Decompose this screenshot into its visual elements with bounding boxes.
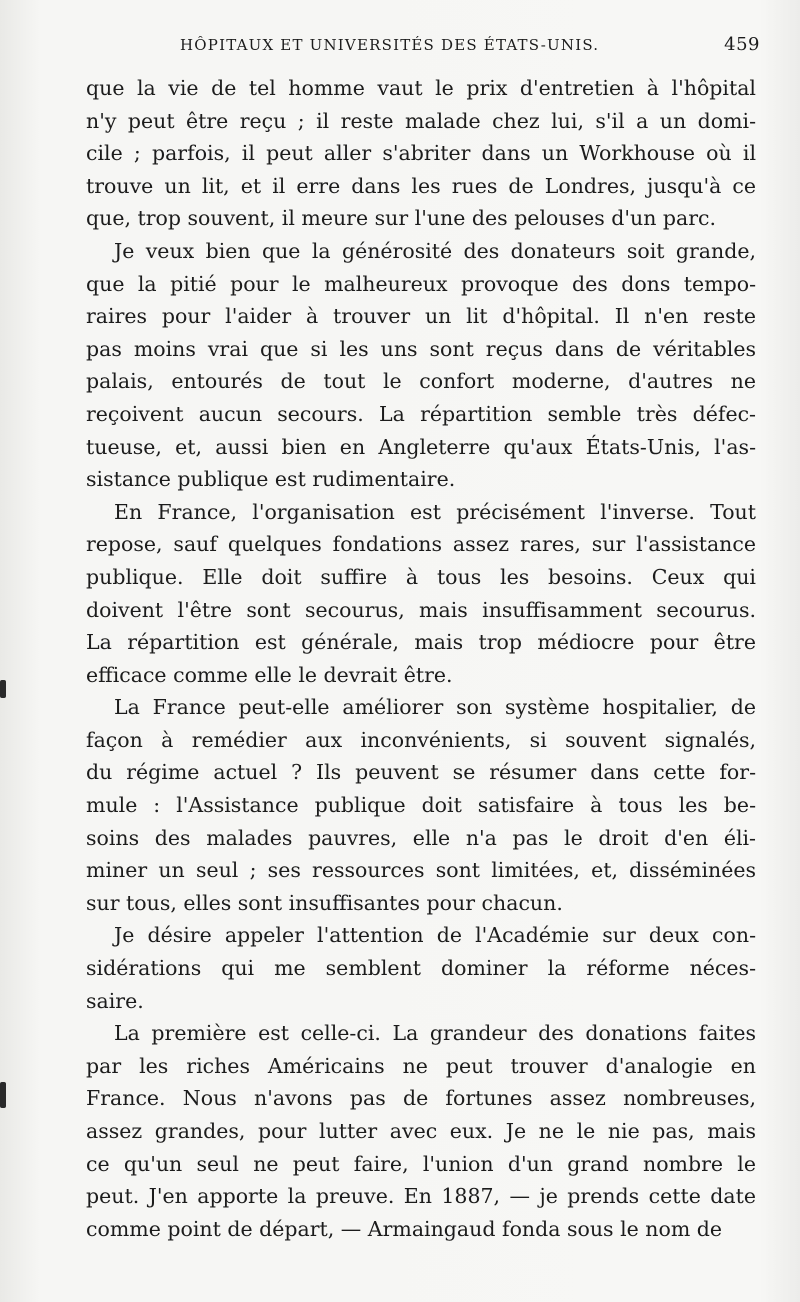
text-line: n'y peut être reçu ; il reste malade chez lui, s'il a un domi- <box>86 108 756 133</box>
text-line: saire. <box>86 988 144 1013</box>
page-header <box>180 34 760 62</box>
text-line: reçoivent aucun secours. La répartition semble très défec- <box>86 401 756 426</box>
text-line: par les riches Américains ne peut trouver d'analogie en <box>86 1053 756 1078</box>
running-title: HÔPITAUX ET UNIVERSITÉS DES ÉTATS-UNIS. <box>180 36 600 54</box>
text-line: Je veux bien que la générosité des donateurs soit grande, <box>114 238 756 263</box>
text-line: publique. Elle doit suffire à tous les besoins. Ceux qui <box>86 564 756 589</box>
page-number: 459 <box>724 34 760 55</box>
text-line: sur tous, elles sont insuffisantes pour chacun. <box>86 890 563 915</box>
text-line: France. Nous n'avons pas de fortunes assez nombreuses, <box>86 1086 756 1111</box>
text-line: du régime actuel ? Ils peuvent se résumer dans cette for- <box>86 760 756 785</box>
text-line: En France, l'organisation est précisément l'inverse. Tout <box>114 499 756 524</box>
text-line: tueuse, et, aussi bien en Angleterre qu'aux États-Unis, l'as- <box>86 434 756 459</box>
text-line: palais, entourés de tout le confort moderne, d'autres ne <box>86 369 756 394</box>
paragraph <box>86 72 756 235</box>
paragraph <box>86 496 756 692</box>
text-line: assez grandes, pour lutter avec eux. Je ne le nie pas, mais <box>86 1119 756 1143</box>
text-line: façon à remédier aux inconvénients, si souvent signalés, <box>86 727 756 752</box>
text-line: que la pitié pour le malheureux provoque des dons tempo- <box>86 271 756 296</box>
text-line: raires pour l'aider à trouver un lit d'hôpital. Il n'en reste <box>86 304 756 329</box>
text-line: que, trop souvent, il meure sur l'une des pelouses d'un parc. <box>86 206 717 231</box>
text-line: cile ; parfois, il peut aller s'abriter dans un Workhouse où il <box>86 141 756 166</box>
text-line: efficace comme elle le devrait être. <box>86 662 453 687</box>
text-line: doivent l'être sont secourus, mais insuffisamment secourus. <box>86 597 756 622</box>
text-line: Je désire appeler l'attention de l'Académie sur deux con- <box>114 923 756 948</box>
text-line: sistance publique est rudimentaire. <box>86 467 456 492</box>
paragraph <box>86 235 756 496</box>
text-line: que la vie de tel homme vaut le prix d'entretien à l'hôpital <box>86 76 756 100</box>
body-text <box>86 72 756 1245</box>
text-line: ce qu'un seul ne peut faire, l'union d'un grand nombre le <box>86 1151 756 1176</box>
text-line: miner un seul ; ses ressources sont limitées, et, disséminées <box>86 858 756 883</box>
paragraph <box>86 919 756 1017</box>
text-line: trouve un lit, et il erre dans les rues de Londres, jusqu'à ce <box>86 173 756 198</box>
text-line: La France peut-elle améliorer son système hospitalier, de <box>114 695 756 720</box>
binding-mark <box>0 680 6 698</box>
text-line: La première est celle-ci. La grandeur des donations faites <box>114 1021 756 1046</box>
text-line: repose, sauf quelques fondations assez rares, sur l'assistance <box>86 532 756 557</box>
text-line: sidérations qui me semblent dominer la réforme néces- <box>86 956 756 981</box>
paragraph <box>86 691 756 919</box>
text-line: comme point de départ, — Armaingaud fonda sous le nom de <box>86 1216 723 1241</box>
text-line: mule : l'Assistance publique doit satisfaire à tous les be- <box>86 793 756 818</box>
binding-mark <box>0 1082 6 1108</box>
paragraph <box>86 1017 756 1245</box>
text-line: pas moins vrai que si les uns sont reçus dans de véritables <box>86 336 756 361</box>
text-line: La répartition est générale, mais trop médiocre pour être <box>86 630 756 655</box>
text-line: peut. J'en apporte la preuve. En 1887, — je prends cette date <box>86 1184 756 1209</box>
text-line: soins des malades pauvres, elle n'a pas le droit d'en éli- <box>86 825 756 850</box>
